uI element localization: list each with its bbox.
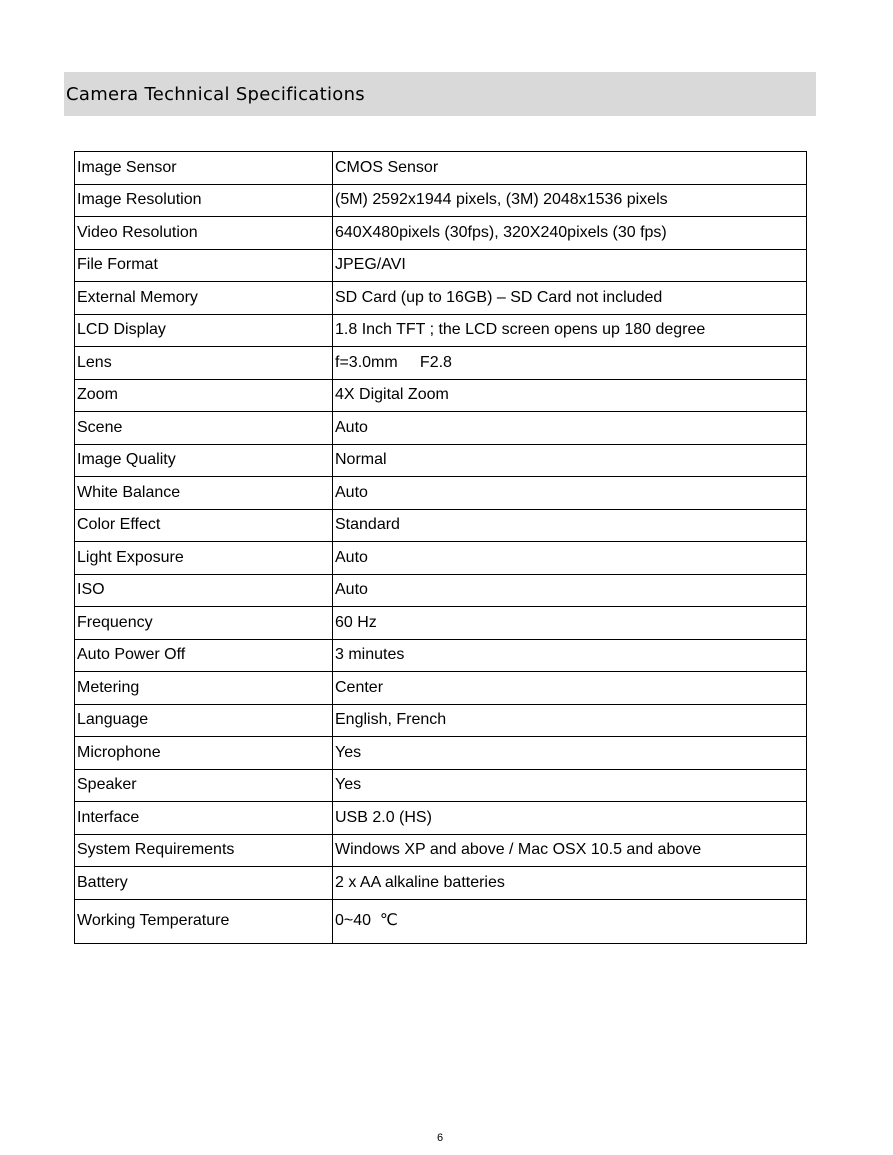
table-row: [75, 802, 807, 835]
spec-value: Yes: [333, 769, 807, 802]
spec-name: Lens: [75, 347, 333, 380]
spec-value: f=3.0mm F2.8: [333, 347, 807, 380]
table-row: [75, 379, 807, 412]
spec-value: Normal: [333, 444, 807, 477]
spec-name: ISO: [75, 574, 333, 607]
table-row: [75, 152, 807, 185]
spec-name: Speaker: [75, 769, 333, 802]
spec-name: Image Resolution: [75, 184, 333, 217]
spec-value: 3 minutes: [333, 639, 807, 672]
table-row: [75, 574, 807, 607]
table-row: [75, 607, 807, 640]
table-row: [75, 834, 807, 867]
table-row: [75, 704, 807, 737]
spec-name: White Balance: [75, 477, 333, 510]
spec-value: Auto: [333, 574, 807, 607]
spec-value: Standard: [333, 509, 807, 542]
table-row: [75, 217, 807, 250]
spec-name: Image Sensor: [75, 152, 333, 185]
spec-name: External Memory: [75, 282, 333, 315]
spec-name: Language: [75, 704, 333, 737]
spec-name: Light Exposure: [75, 542, 333, 575]
spec-name: Auto Power Off: [75, 639, 333, 672]
spec-name: Battery: [75, 867, 333, 900]
spec-value: 2 x AA alkaline batteries: [333, 867, 807, 900]
spec-value: SD Card (up to 16GB) – SD Card not included: [333, 282, 807, 315]
spec-name: Color Effect: [75, 509, 333, 542]
spec-value: CMOS Sensor: [333, 152, 807, 185]
spec-name: Metering: [75, 672, 333, 705]
section-header: [64, 72, 816, 116]
page-number: 6: [436, 1132, 444, 1144]
spec-name: Microphone: [75, 737, 333, 770]
table-row: [75, 314, 807, 347]
table-row: [75, 477, 807, 510]
spec-value: 640X480pixels (30fps), 320X240pixels (30 fps): [333, 217, 807, 250]
spec-name: LCD Display: [75, 314, 333, 347]
spec-name: Interface: [75, 802, 333, 835]
table-row: [75, 249, 807, 282]
table-row: [75, 444, 807, 477]
spec-value: Yes: [333, 737, 807, 770]
spec-value: 60 Hz: [333, 607, 807, 640]
spec-name: File Format: [75, 249, 333, 282]
spec-value: (5M) 2592x1944 pixels, (3M) 2048x1536 pixels: [333, 184, 807, 217]
table-row: [75, 899, 807, 943]
table-row: [75, 412, 807, 445]
spec-name: Frequency: [75, 607, 333, 640]
spec-value: USB 2.0 (HS): [333, 802, 807, 835]
spec-name: Working Temperature: [75, 899, 333, 943]
spec-value: 0~40 ℃: [333, 899, 807, 943]
spec-value: Auto: [333, 477, 807, 510]
table-row: [75, 867, 807, 900]
table-row: [75, 509, 807, 542]
spec-value: Auto: [333, 542, 807, 575]
table-row: [75, 184, 807, 217]
spec-name: Video Resolution: [75, 217, 333, 250]
table-row: [75, 769, 807, 802]
table-row: [75, 542, 807, 575]
spec-value: Center: [333, 672, 807, 705]
spec-value: English, French: [333, 704, 807, 737]
spec-value: Windows XP and above / Mac OSX 10.5 and above: [333, 834, 807, 867]
spec-name: System Requirements: [75, 834, 333, 867]
table-row: [75, 639, 807, 672]
spec-value: JPEG/AVI: [333, 249, 807, 282]
spec-value: 4X Digital Zoom: [333, 379, 807, 412]
spec-value: 1.8 Inch TFT ; the LCD screen opens up 180 degree: [333, 314, 807, 347]
spec-name: Image Quality: [75, 444, 333, 477]
spec-name: Zoom: [75, 379, 333, 412]
spec-value: Auto: [333, 412, 807, 445]
section-title: Camera Technical Specifications: [66, 83, 365, 105]
table-row: [75, 672, 807, 705]
table-row: [75, 347, 807, 380]
spec-name: Scene: [75, 412, 333, 445]
specifications-table: [74, 151, 807, 944]
table-row: [75, 737, 807, 770]
table-row: [75, 282, 807, 315]
